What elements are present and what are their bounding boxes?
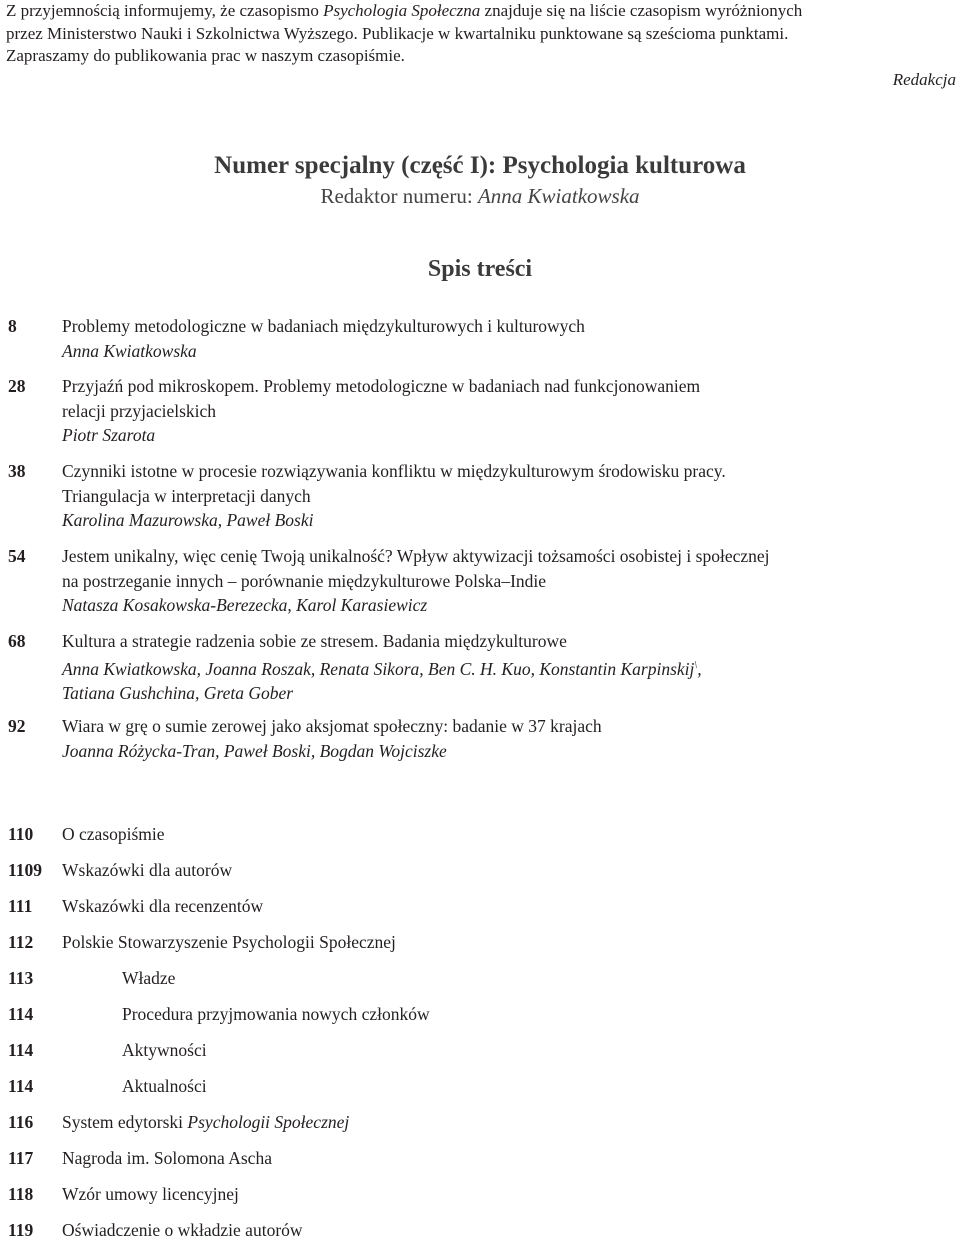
intro-notice (6, 0, 956, 68)
toc-other-page: 114 (8, 1040, 34, 1060)
toc-entry-page: 28 (8, 376, 26, 396)
toc-other-page: 114 (8, 1004, 34, 1024)
toc-other-page: 111 (8, 896, 33, 916)
toc-entry-title: Problemy metodologiczne w badaniach międzykulturowych i kulturowych (62, 316, 585, 336)
toc-entry[interactable] (8, 629, 952, 705)
toc-entry[interactable] (8, 374, 952, 448)
toc-other-label: Aktualności (122, 1076, 207, 1096)
toc-entry-title: Czynniki istotne w procesie rozwiązywania konfliktu w międzykulturowym środowisku pracy. (62, 461, 726, 481)
toc-other-label: Władze (122, 968, 176, 988)
toc-entry[interactable] (8, 714, 952, 763)
toc-other-page: 1109 (8, 860, 43, 880)
toc-entry-authors: Tatiana Gushchina, Greta Gober (62, 682, 294, 703)
toc-other-label: Procedura przyjmowania nowych członków (122, 1004, 430, 1024)
toc-other-label: Wzór umowy licencyjnej (62, 1184, 239, 1204)
toc-entry[interactable] (8, 459, 952, 533)
toc-other-page: 118 (8, 1184, 34, 1204)
toc-other-page: 119 (8, 1220, 34, 1240)
toc-other-page: 116 (8, 1112, 34, 1132)
toc-other-page: 114 (8, 1076, 34, 1096)
toc-other-label: Wskazówki dla recenzentów (62, 896, 264, 916)
editorial-signature: Redakcja (892, 70, 956, 89)
toc-entry-page: 8 (8, 316, 17, 336)
toc-entry-page: 68 (8, 631, 26, 651)
toc-title: Spis treści (427, 256, 533, 282)
toc-other-label: O czasopiśmie (62, 824, 165, 844)
toc-entry-authors: Anna Kwiatkowska, Joanna Roszak, Renata Sikora, Ben C. H. Kuo, Konstantin Karpinskij\, (62, 658, 702, 679)
toc-entry-authors: Natasza Kosakowska-Berezecka, Karol Karasiewicz (62, 595, 428, 615)
issue-editor-name: Anna Kwiatkowska (477, 184, 640, 208)
toc-entry-title: relacji przyjacielskich (62, 400, 217, 421)
intro-line-3: Zapraszamy do publikowania prac w naszym czasopiśmie. (6, 46, 405, 65)
toc-other-page: 112 (8, 932, 34, 952)
journal-name: Psychologia Społeczna (323, 1, 481, 20)
toc-entry-title: Przyjaźń pod mikroskopem. Problemy metodologiczne w badaniach nad funkcjonowaniem (62, 376, 701, 396)
toc-other-page: 113 (8, 968, 34, 988)
intro-line-1: Z przyjemnością informujemy, że czasopismo Psychologia Społeczna znajduje się na liście czasopism wyróżnionych (6, 1, 803, 20)
toc-entry[interactable] (8, 314, 952, 363)
toc-entry-authors: Karolina Mazurowska, Paweł Boski (62, 510, 314, 530)
toc-entry-authors: Piotr Szarota (62, 425, 156, 445)
toc-entry-page: 38 (8, 461, 26, 481)
toc-other-label: Aktywności (122, 1040, 207, 1060)
toc-entry-page: 54 (8, 546, 26, 566)
toc-entry-title: Kultura a strategie radzenia sobie ze stresem. Badania międzykulturowe (62, 631, 567, 651)
toc-entry-title: Triangulacja w interpretacji danych (62, 485, 311, 506)
toc-other-label: Polskie Stowarzyszenie Psychologii Społecznej (62, 932, 396, 952)
toc-other-label: System edytorski Psychologii Społecznej (62, 1112, 350, 1132)
toc-entry-title: na postrzeganie innych – porównanie międzykulturowe Polska–Indie (62, 570, 547, 591)
toc-other-page: 110 (8, 824, 34, 844)
toc-entry-title: Jestem unikalny, więc cenię Twoją unikalność? Wpływ aktywizacji tożsamości osobistej i społecznej (62, 546, 770, 566)
issue-title: Numer specjalny (część I): Psychologia kulturowa (214, 152, 746, 179)
toc-entry-authors: Anna Kwiatkowska (62, 340, 197, 361)
toc-other-label: Oświadczenie o wkładzie autorów (62, 1220, 303, 1240)
toc-other-label: Nagroda im. Solomona Ascha (62, 1148, 272, 1168)
issue-editor: Redaktor numeru: Anna Kwiatkowska (320, 184, 640, 208)
toc-entry-page: 92 (8, 716, 26, 736)
toc-other-label: Wskazówki dla autorów (62, 860, 233, 880)
toc-other-page: 117 (8, 1148, 34, 1168)
toc-entry-title: Wiara w grę o sumie zerowej jako aksjomat społeczny: badanie w 37 krajach (62, 716, 602, 736)
intro-line-2: przez Ministerstwo Nauki i Szkolnictwa Wyższego. Publikacje w kwartalniku punktowane są sześcioma punktami. (6, 23, 789, 43)
toc-entry[interactable] (8, 544, 952, 618)
toc-entry-authors: Joanna Różycka-Tran, Paweł Boski, Bogdan Wojciszke (62, 740, 447, 761)
